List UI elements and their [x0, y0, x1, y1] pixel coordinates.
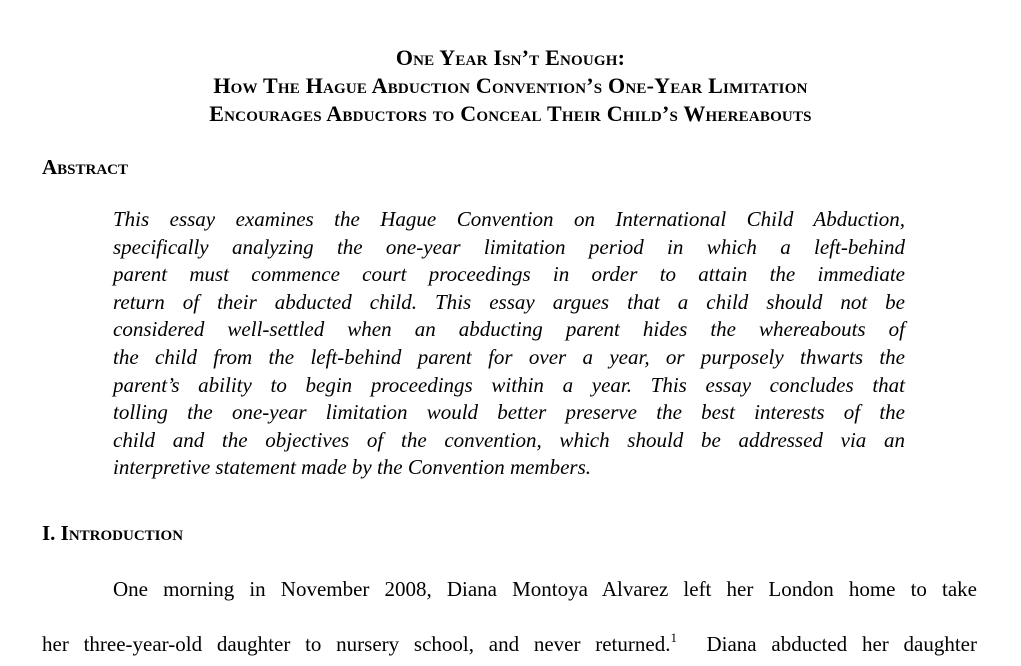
introduction-heading: I. Introduction: [42, 521, 184, 545]
title-line-2: How The Hague Abduction Convention’s One-Year Limitation: [213, 73, 808, 98]
title-line-1: One Year Isn’t Enough:: [395, 45, 626, 70]
body-text-segment: Diana abducted her daughter: [676, 632, 977, 656]
abstract-line: parent must commence court proceedings in order to attain the immediate: [113, 262, 905, 287]
body-text-segment: her three-year-old daughter to nursery school, and never returned.: [42, 632, 671, 656]
article-title: [0, 44, 1021, 128]
title-line-3: Encourages Abductors to Conceal Their Child’s Whereabouts: [209, 101, 812, 126]
abstract-line: parent’s ability to begin proceedings within a year. This essay concludes that: [113, 372, 905, 397]
abstract-line: return of their abducted child. This essay argues that a child should not be: [113, 289, 905, 314]
abstract-text: [113, 206, 905, 482]
abstract-line: This essay examines the Hague Convention on International Child Abduction,: [113, 207, 905, 231]
abstract-line: specifically analyzing the one-year limitation period in which a left-behind: [113, 234, 905, 259]
footnote-reference[interactable]: 1: [670, 630, 677, 645]
abstract-line: the child from the left-behind parent for over a year, or purposely thwarts the: [113, 344, 905, 369]
abstract-line: interpretive statement made by the Convention members.: [113, 455, 592, 480]
body-text-line: [42, 630, 977, 658]
abstract-line: tolling the one-year limitation would better preserve the best interests of the: [113, 400, 905, 425]
abstract-heading: Abstract: [42, 155, 129, 179]
abstract-line: considered well-settled when an abducting parent hides the whereabouts of: [113, 317, 905, 342]
abstract-line: child and the objectives of the convention, which should be addressed via an: [113, 427, 905, 452]
body-text-line: One morning in November 2008, Diana Montoya Alvarez left her London home to take: [113, 577, 977, 601]
